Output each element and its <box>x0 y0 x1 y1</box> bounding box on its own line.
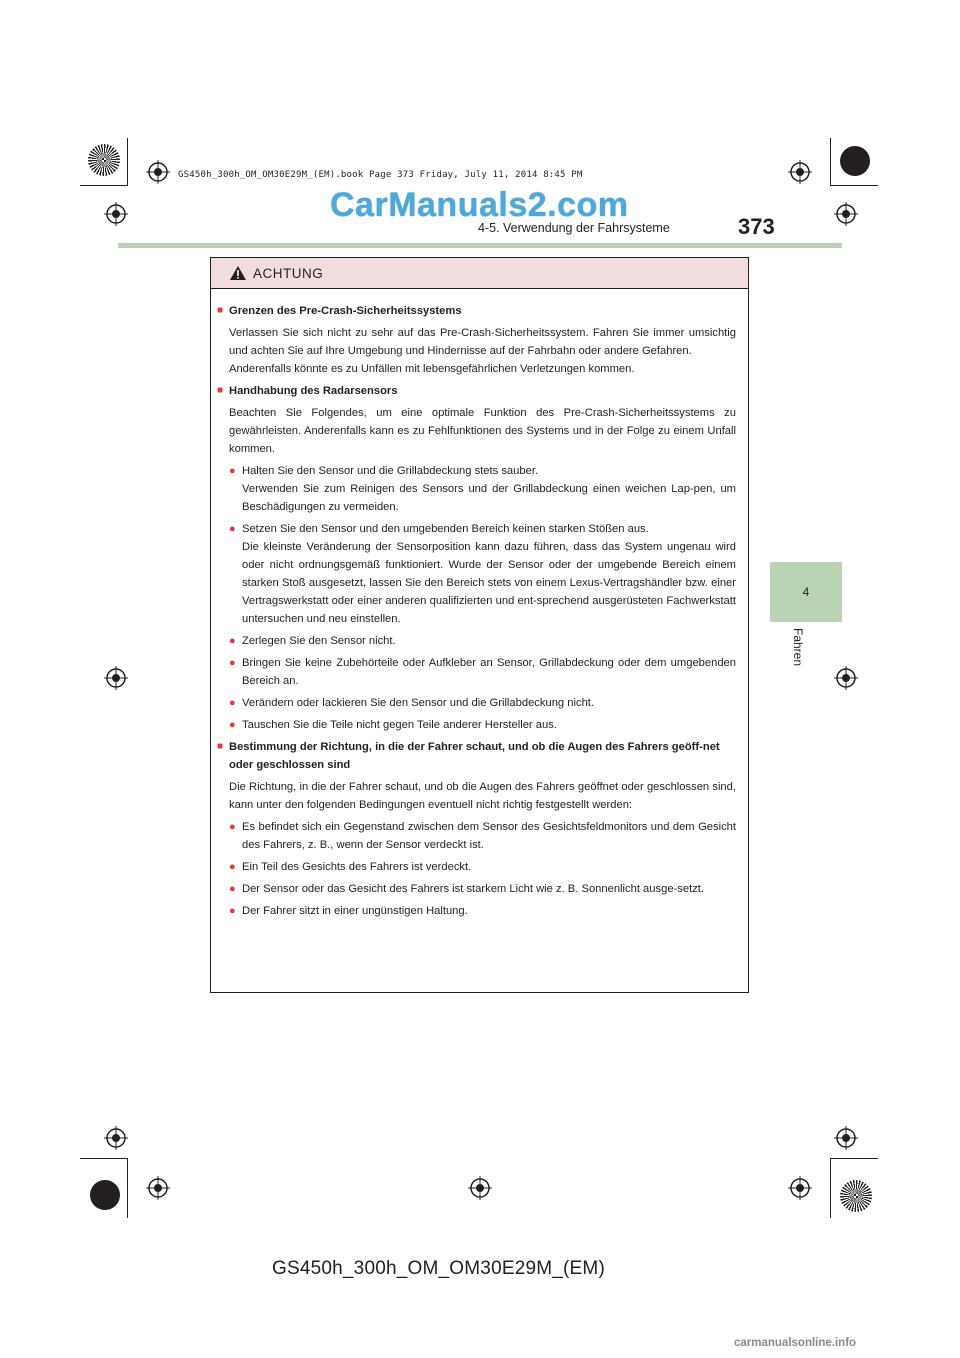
warning-box <box>210 257 749 993</box>
watermark-logo: CarManuals2.com <box>330 186 629 224</box>
list-item-text: Der Fahrer sitzt in einer ungünstigen Haltung. <box>242 905 468 917</box>
list-item-text: Halten Sie den Sensor und die Grillabdeckung stets sauber. Verwenden Sie zum Reinigen des Sensors und der Grillabdeckung einen weichen Lap-pen, um Beschädigungen zu vermeiden. <box>242 465 736 513</box>
crop-line <box>830 138 831 186</box>
registration-mark-bottom-center-right <box>788 1176 812 1200</box>
registration-mark-mid-left <box>104 666 128 690</box>
round-bullet-icon: ● <box>229 883 236 895</box>
footer-model-code: GS450h_300h_OM_OM30E29M_(EM) <box>272 1258 605 1279</box>
starburst-mark-bottom-right <box>840 1180 872 1212</box>
section-heading <box>217 738 742 774</box>
list-item <box>217 632 742 650</box>
square-bullet-icon: ■ <box>217 305 224 316</box>
solid-dot-mark-bottom-left <box>90 1180 120 1210</box>
list-item <box>217 654 742 690</box>
crop-line <box>127 138 128 186</box>
list-item <box>217 462 742 516</box>
list-item <box>217 858 742 876</box>
square-bullet-icon: ■ <box>217 741 224 752</box>
list-item-text: Der Sensor oder das Gesicht des Fahrers ist starkem Licht wie z. B. Sonnenlicht ausge-setzt. <box>242 883 704 895</box>
chapter-tab <box>770 562 842 622</box>
registration-mark-mid-right <box>834 666 858 690</box>
list-item <box>217 694 742 712</box>
list-item-text: Ein Teil des Gesichts des Fahrers ist verdeckt. <box>242 861 472 873</box>
section-paragraph: Beachten Sie Folgendes, um eine optimale Funktion des Pre-Crash-Sicherheitssystems zu gewährleisten. Anderenfalls kann es zu Fehlfunktionen des Systems und in der Folge zu einem Unfall kommen. <box>229 407 736 455</box>
round-bullet-icon: ● <box>229 905 236 917</box>
square-bullet-icon: ■ <box>217 385 224 396</box>
starburst-mark-top-left <box>88 144 120 176</box>
header-rule <box>118 243 842 248</box>
solid-dot-mark-top-right <box>840 146 870 176</box>
warning-title: ACHTUNG <box>253 265 324 281</box>
section-paragraph: Anderenfalls könnte es zu Unfällen mit lebensgefährlichen Verletzungen kommen. <box>229 363 635 375</box>
crop-line <box>80 185 128 186</box>
section-heading <box>217 302 742 320</box>
section-heading-text: Bestimmung der Richtung, in die der Fahrer schaut, und ob die Augen des Fahrers geöff-net oder geschlossen sind <box>229 741 720 771</box>
registration-mark-bottom-center <box>468 1176 492 1200</box>
list-item <box>217 716 742 734</box>
list-item <box>217 902 742 920</box>
registration-mark-top-left <box>104 202 128 226</box>
round-bullet-icon: ● <box>229 821 236 833</box>
warning-content <box>211 289 748 920</box>
section-heading-text: Grenzen des Pre-Crash-Sicherheitssystems <box>229 305 462 317</box>
round-bullet-icon: ● <box>229 635 236 647</box>
footer-watermark: carmanualsonline.info <box>734 1337 857 1349</box>
list-item-text: Setzen Sie den Sensor und den umgebenden Bereich keinen starken Stößen aus. Die kleinste Veränderung der Sensorposition kann dazu führen, dass das System ungenau wird oder nicht ordnungsgemäß funktioniert. Wurde der Sensor oder der umgebende Bereich einem starken Stoß ausgesetzt, lassen Sie den Bereich stets von einem Lexus-Vertragshändler bzw. einer Vertragswerkstatt oder einer anderen qualifizierten und ent-sprechend ausgerüsteten Fachwerkstatt untersuchen und neu einstellen. <box>242 523 736 625</box>
round-bullet-icon: ● <box>229 657 236 669</box>
list-item-text: Es befindet sich ein Gegenstand zwischen dem Sensor des Gesichtsfeldmonitors und dem Gesicht des Fahrers, z. B., wenn der Sensor verdeckt ist. <box>242 821 736 851</box>
list-item-text: Zerlegen Sie den Sensor nicht. <box>242 635 396 647</box>
round-bullet-icon: ● <box>229 465 236 477</box>
registration-mark-top-far-right <box>834 202 858 226</box>
round-bullet-icon: ● <box>229 523 236 535</box>
crop-line <box>830 1158 878 1159</box>
section-heading <box>217 382 742 400</box>
registration-mark-bottom-left <box>104 1126 128 1150</box>
chapter-tab-label: Fahren <box>791 628 805 667</box>
crop-line <box>127 1158 128 1218</box>
list-item-text: Tauschen Sie die Teile nicht gegen Teile anderer Hersteller aus. <box>242 719 557 731</box>
crop-line <box>830 185 878 186</box>
list-item-text: Verändern oder lackieren Sie den Sensor und die Grillabdeckung nicht. <box>242 697 595 709</box>
registration-mark-bottom-center-left <box>146 1176 170 1200</box>
section-paragraph: Die Richtung, in die der Fahrer schaut, und ob die Augen des Fahrers geöffnet oder geschlossen sind, kann unter den folgenden Bedingungen eventuell nicht richtig festgestellt werden: <box>229 781 736 811</box>
section-paragraph: Verlassen Sie sich nicht zu sehr auf das Pre-Crash-Sicherheitssystem. Fahren Sie immer umsichtig und achten Sie auf Ihre Umgebung und Hindernisse auf der Fahrbahn oder andere Gefahren. <box>229 327 736 357</box>
list-item-text: Bringen Sie keine Zubehörteile oder Aufkleber an Sensor, Grillabdeckung oder dem umgebenden Bereich an. <box>242 657 736 687</box>
chapter-tab-number: 4 <box>802 585 810 599</box>
list-item <box>217 818 742 854</box>
crop-line <box>830 1158 831 1218</box>
section-title: 4-5. Verwendung der Fahrsysteme <box>478 221 670 235</box>
registration-mark-top-right <box>788 160 812 184</box>
page-number: 373 <box>738 214 775 239</box>
book-info-line: GS450h_300h_OM_OM30E29M_(EM).book Page 373 Friday, July 11, 2014 8:45 PM <box>178 170 583 180</box>
registration-mark-top-center <box>146 160 170 184</box>
crop-line <box>80 1158 128 1159</box>
round-bullet-icon: ● <box>229 861 236 873</box>
list-item <box>217 520 742 628</box>
section-heading-text: Handhabung des Radarsensors <box>229 385 398 397</box>
round-bullet-icon: ● <box>229 719 236 731</box>
warning-triangle-icon <box>229 265 247 281</box>
round-bullet-icon: ● <box>229 697 236 709</box>
registration-mark-bottom-right <box>834 1126 858 1150</box>
list-item <box>217 880 742 898</box>
warning-header <box>211 258 748 289</box>
